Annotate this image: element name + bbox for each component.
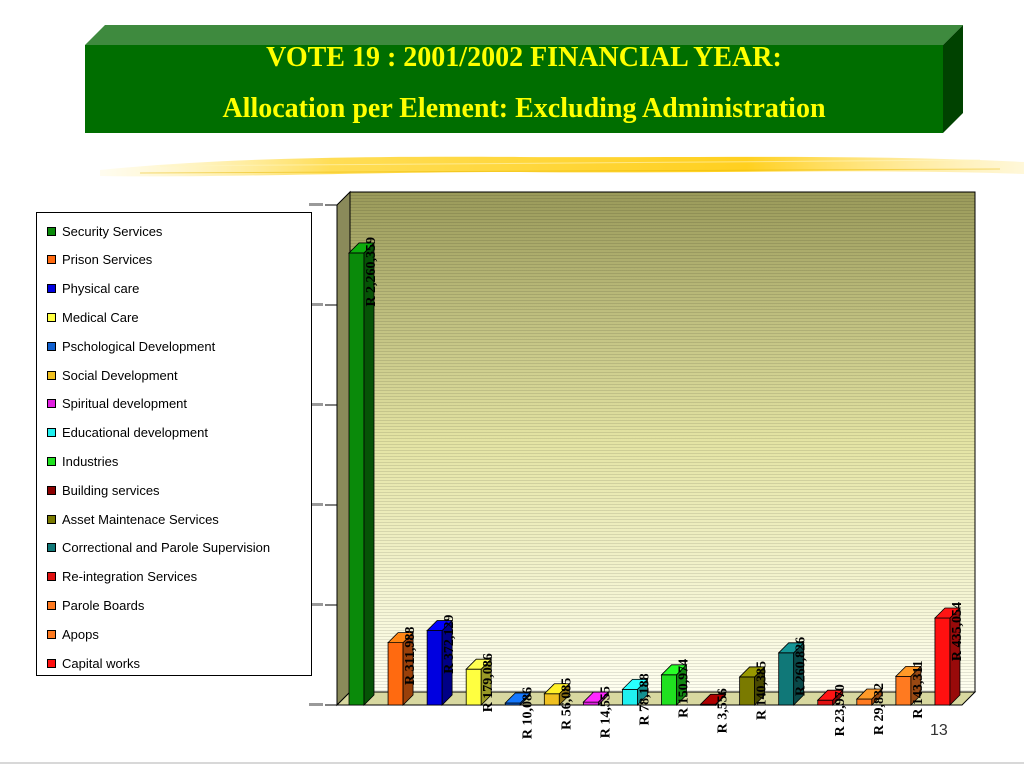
legend-swatch xyxy=(47,313,56,322)
legend-swatch xyxy=(47,342,56,351)
bar-front xyxy=(896,676,911,705)
legend-label: Asset Maintenace Services xyxy=(62,511,219,527)
legend-label: Re-integration Services xyxy=(62,569,198,585)
legend-label: Prison Services xyxy=(62,252,153,268)
legend-swatch xyxy=(47,601,56,610)
legend-item xyxy=(47,221,162,241)
legend-item xyxy=(47,480,160,500)
legend-swatch xyxy=(47,572,56,581)
legend-label: Security Services xyxy=(62,223,163,239)
bar-side xyxy=(364,243,374,705)
legend-item xyxy=(47,250,152,270)
plot-side-wall xyxy=(337,192,350,705)
legend-swatch xyxy=(47,630,56,639)
legend-item xyxy=(47,307,139,327)
page-number: 13 xyxy=(930,722,948,739)
data-label: R 29,832 xyxy=(871,683,887,736)
footer-divider xyxy=(0,762,1024,764)
legend-item xyxy=(47,595,144,615)
legend-label: Building services xyxy=(62,482,160,498)
bar-front xyxy=(388,643,403,705)
data-label: R 78,188 xyxy=(637,673,653,726)
bar-security-services xyxy=(349,243,374,705)
legend-label: Industries xyxy=(62,453,119,469)
bar-front xyxy=(544,694,559,705)
legend-item xyxy=(47,336,215,356)
legend-swatch xyxy=(47,255,56,264)
legend-swatch xyxy=(47,457,56,466)
legend-item xyxy=(47,653,140,673)
y-tick-label-mark xyxy=(309,703,323,706)
legend-label: Pschological Development xyxy=(62,338,216,354)
data-label: R 14,555 xyxy=(598,686,614,739)
data-label: R 56,085 xyxy=(559,677,575,730)
bar-front xyxy=(466,669,481,705)
data-label: R 10,086 xyxy=(520,686,536,740)
legend-swatch xyxy=(47,399,56,408)
legend-item xyxy=(47,423,208,443)
legend-label: Social Development xyxy=(62,367,178,383)
data-label: R 372,129 xyxy=(442,614,458,674)
data-label: R 150,974 xyxy=(676,658,692,718)
bar-front xyxy=(740,677,755,705)
data-label: R 3,556 xyxy=(715,688,731,734)
legend-label: Capital works xyxy=(62,655,141,671)
legend-label: Apops xyxy=(62,626,99,642)
legend-label: Medical Care xyxy=(62,309,139,325)
legend-swatch xyxy=(47,371,56,380)
bar-front xyxy=(427,631,442,705)
legend-swatch xyxy=(47,515,56,524)
legend-label: Spiritual development xyxy=(62,396,188,412)
bar-front xyxy=(779,653,794,705)
data-label: R 140,385 xyxy=(754,660,770,721)
bar-front xyxy=(662,675,677,705)
data-label: R 2,260,359 xyxy=(364,236,379,307)
data-label: R 260,826 xyxy=(793,636,809,696)
data-label: R 143,311 xyxy=(910,660,926,719)
legend-item xyxy=(47,509,219,529)
legend-swatch xyxy=(47,284,56,293)
legend-swatch xyxy=(47,227,56,236)
legend-item xyxy=(47,365,178,385)
legend-item xyxy=(47,624,99,644)
bar-front xyxy=(583,702,598,705)
legend-swatch xyxy=(47,543,56,552)
legend-label: Correctional and Parole Supervision xyxy=(62,540,271,556)
legend-swatch xyxy=(47,428,56,437)
legend-item xyxy=(47,451,118,471)
data-label: R 311,988 xyxy=(403,626,419,685)
data-label: R 23,970 xyxy=(832,684,848,737)
slide-subtitle: Allocation per Element: Excluding Administration xyxy=(222,93,826,124)
legend-item xyxy=(47,538,270,558)
legend-label: Educational development xyxy=(62,425,208,441)
data-label: R 179,086 xyxy=(481,653,497,713)
data-label: R 435,054 xyxy=(949,601,965,662)
legend-label: Physical care xyxy=(62,281,140,297)
legend-swatch xyxy=(47,486,56,495)
bar-front xyxy=(935,618,950,705)
slide-title: VOTE 19 : 2001/2002 FINANCIAL YEAR: xyxy=(266,42,782,73)
y-tick-label-mark xyxy=(309,203,323,206)
bar-front xyxy=(349,253,364,705)
legend-swatch xyxy=(47,659,56,668)
legend-item xyxy=(47,567,197,587)
y-axis xyxy=(309,203,337,706)
bar-front xyxy=(622,689,637,705)
legend-label: Parole Boards xyxy=(62,597,145,613)
legend-item xyxy=(47,394,187,414)
bar-front xyxy=(857,699,872,705)
bar-front xyxy=(818,700,833,705)
chart-legend xyxy=(36,212,312,676)
legend-item xyxy=(47,279,139,299)
